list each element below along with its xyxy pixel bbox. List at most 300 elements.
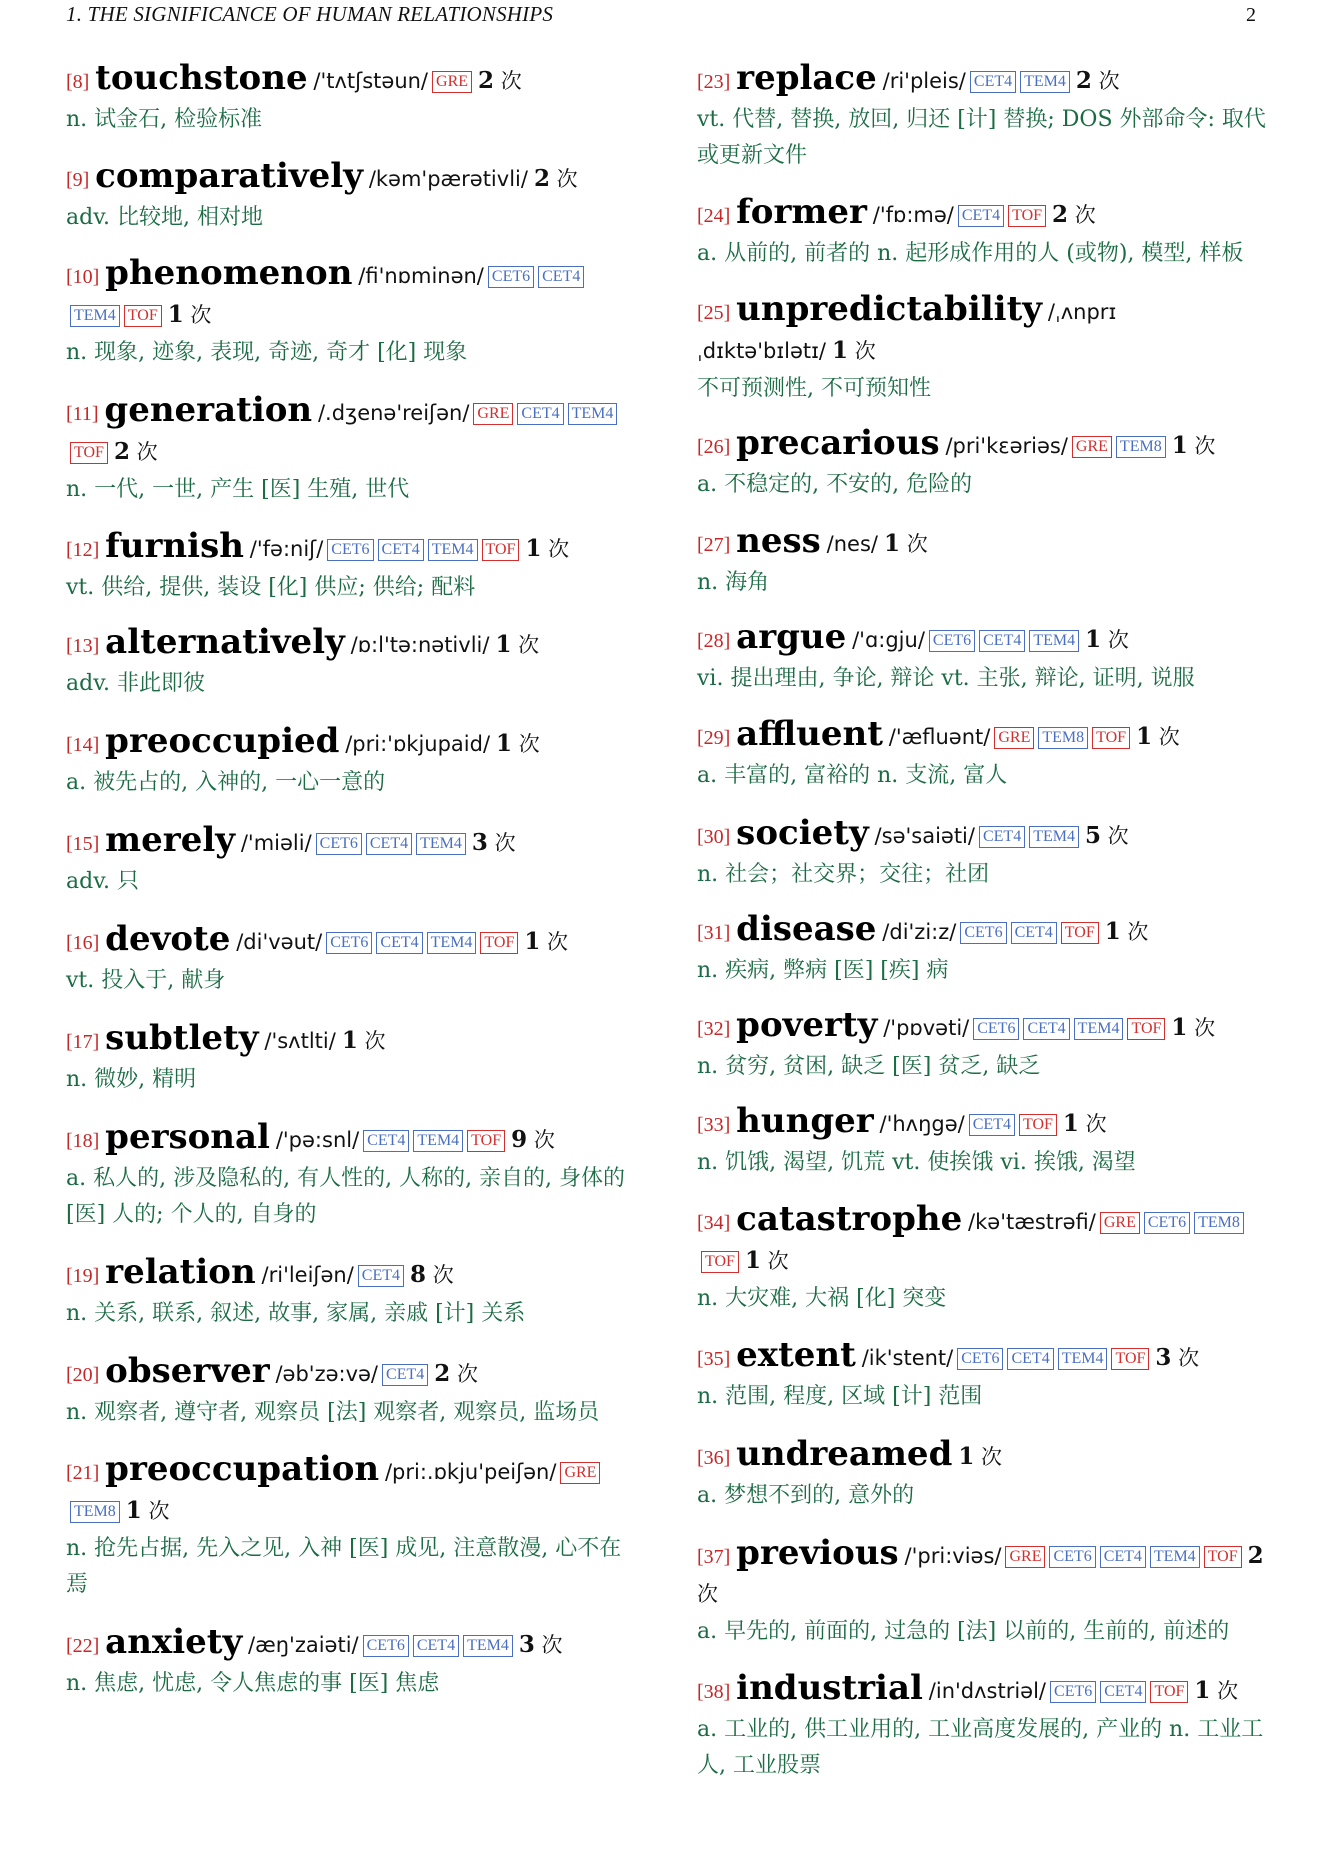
entry-number: [38] [697, 1681, 731, 1703]
entry-number: [17] [66, 1031, 100, 1053]
vocab-entry [66, 723, 636, 801]
phonetic: /'hʌŋgə/ [879, 1112, 965, 1136]
exam-tag-tof: TOF [1127, 1018, 1165, 1040]
entry-head [697, 815, 1267, 856]
entry-head [66, 1119, 636, 1160]
occurrence-count [884, 532, 928, 556]
entry-head [66, 822, 636, 863]
vocab-entry [697, 1103, 1267, 1181]
entry-head [66, 723, 636, 764]
phonetic: /fi'nɒminən/ [358, 264, 484, 288]
vocab-entry [697, 1436, 1267, 1514]
occurrence-count [958, 1445, 1002, 1469]
count-unit: 次 [533, 1128, 555, 1152]
count-value: 2 [434, 1360, 451, 1387]
headword: touchstone [95, 58, 308, 98]
headword: alternatively [105, 622, 345, 662]
count-unit: 次 [1107, 628, 1129, 652]
occurrence-count [1171, 1016, 1215, 1040]
entry-number: [32] [697, 1018, 731, 1040]
entry-number: [30] [697, 826, 731, 848]
phonetic: /'miəli/ [240, 831, 312, 855]
count-unit: 次 [1107, 824, 1129, 848]
occurrence-count [1063, 1112, 1107, 1136]
exam-tag-cet4: CET4 [378, 539, 424, 561]
entry-number: [29] [697, 727, 731, 749]
occurrence-count [511, 1128, 555, 1152]
entry-head [697, 291, 1267, 370]
count-unit: 次 [518, 732, 540, 756]
entry-head [697, 425, 1267, 466]
entry-head [697, 1670, 1267, 1711]
count-value: 1 [744, 1247, 761, 1274]
occurrence-count [745, 1249, 789, 1273]
entry-number: [22] [66, 1635, 100, 1657]
count-unit: 次 [432, 1263, 454, 1287]
count-unit: 次 [1194, 434, 1216, 458]
headword: unpredictability [736, 289, 1043, 329]
left-column [66, 60, 636, 1702]
count-unit: 次 [500, 69, 522, 93]
headword: generation [104, 390, 313, 430]
vocab-entry [66, 392, 636, 508]
entry-number: [9] [66, 169, 90, 191]
exam-tag-cet4: CET4 [517, 403, 563, 425]
headword: furnish [105, 526, 244, 566]
entry-number: [24] [697, 205, 731, 227]
count-unit: 次 [456, 1362, 478, 1386]
vocab-entry [697, 425, 1267, 503]
count-unit: 次 [136, 440, 158, 464]
exam-tag-tof: TOF [1008, 205, 1046, 227]
definition: a. 丰富的, 富裕的 n. 支流, 富人 [697, 763, 1008, 788]
phonetic: /'ɑ:gju/ [852, 628, 925, 652]
entry-number: [8] [66, 71, 90, 93]
count-value: 2 [533, 165, 550, 192]
headword: former [736, 192, 867, 232]
vocab-entry [66, 1353, 636, 1431]
entry-number: [12] [66, 539, 100, 561]
definition: vt. 代替, 替换, 放回, 归还 [计] 替换; DOS 外部命令: 取代或更新文件 [697, 107, 1266, 168]
definition: n. 一代, 一世, 产生 [医] 生殖, 世代 [66, 477, 410, 502]
exam-tag-cet4: CET4 [538, 266, 584, 288]
occurrence-count [1194, 1679, 1238, 1703]
exam-tag-cet4: CET4 [358, 1265, 404, 1287]
definition: vi. 提出理由, 争论, 辩论 vt. 主张, 辩论, 证明, 说服 [697, 666, 1195, 691]
count-unit: 次 [190, 303, 212, 327]
occurrence-count [1052, 203, 1096, 227]
count-value: 1 [524, 928, 541, 955]
vocab-entry [697, 1007, 1267, 1085]
occurrence-count [1172, 434, 1216, 458]
occurrence-count [410, 1263, 454, 1287]
entry-head [66, 392, 636, 471]
occurrence-count [1085, 628, 1129, 652]
occurrence-count [114, 440, 158, 464]
headword: anxiety [105, 1622, 243, 1662]
count-value: 1 [496, 730, 513, 757]
entry-number: [34] [697, 1212, 731, 1234]
occurrence-count [1155, 1346, 1199, 1370]
entry-head [66, 1254, 636, 1295]
occurrence-count [472, 831, 516, 855]
vocab-entry [697, 1201, 1267, 1317]
phonetic: /æŋ'zaiəti/ [248, 1633, 359, 1657]
exam-tag-cet6: CET6 [973, 1018, 1019, 1040]
count-value: 3 [471, 829, 488, 856]
count-value: 8 [410, 1261, 427, 1288]
definition: n. 饥饿, 渴望, 饥荒 vt. 使挨饿 vi. 挨饿, 渴望 [697, 1150, 1136, 1175]
vocab-entry [66, 1020, 636, 1098]
running-header [66, 2, 1256, 28]
occurrence-count [1105, 920, 1149, 944]
count-value: 1 [1062, 1110, 1079, 1137]
exam-tag-tem4: TEM4 [70, 305, 120, 327]
exam-tag-cet6: CET6 [327, 539, 373, 561]
occurrence-count [496, 732, 540, 756]
phonetic: /'pə:snl/ [275, 1128, 360, 1152]
count-unit: 次 [548, 537, 570, 561]
entry-head [66, 255, 636, 334]
exam-tag-cet4: CET4 [958, 205, 1004, 227]
entry-number: [10] [66, 266, 100, 288]
vocab-entry [697, 1337, 1267, 1415]
phonetic: /sə'saiəti/ [874, 824, 975, 848]
headword: argue [736, 617, 847, 657]
entry-head [697, 911, 1267, 952]
phonetic: /'æfluənt/ [888, 725, 991, 749]
count-value: 1 [1171, 432, 1188, 459]
headword: phenomenon [105, 253, 353, 293]
count-value: 1 [1085, 626, 1102, 653]
headword: affluent [736, 714, 883, 754]
vocab-entry [697, 291, 1267, 407]
phonetic: /'pri:viəs/ [904, 1544, 1002, 1568]
exam-tag-tof: TOF [467, 1130, 505, 1152]
headword: industrial [736, 1668, 923, 1708]
definition: n. 疾病, 弊病 [医] [疾] 病 [697, 958, 949, 983]
occurrence-count [1136, 725, 1180, 749]
definition: n. 贫穷, 贫困, 缺乏 [医] 贫乏, 缺乏 [697, 1054, 1041, 1079]
headword: extent [736, 1335, 856, 1375]
entry-number: [13] [66, 635, 100, 657]
count-value: 1 [167, 301, 184, 328]
definition: a. 工业的, 供工业用的, 工业高度发展的, 产业的 n. 工业工人, 工业股票 [697, 1717, 1264, 1778]
page-number: 2 [1246, 4, 1256, 26]
vocab-entry [66, 528, 636, 606]
phonetic: /'pɒvəti/ [883, 1016, 970, 1040]
vocab-entry [66, 158, 636, 236]
entry-number: [33] [697, 1114, 731, 1136]
exam-tag-cet6: CET6 [960, 922, 1006, 944]
definition: vt. 供给, 提供, 装设 [化] 供应; 供给; 配料 [66, 575, 476, 600]
entry-number: [20] [66, 1364, 100, 1386]
entry-head [66, 921, 636, 962]
exam-tag-tof: TOF [1111, 1348, 1149, 1370]
count-value: 1 [495, 631, 512, 658]
headword: subtlety [105, 1018, 259, 1058]
headword: society [736, 813, 869, 853]
vocab-entry [66, 1624, 636, 1702]
exam-tag-tem4: TEM4 [1074, 1018, 1124, 1040]
count-value: 5 [1084, 822, 1101, 849]
vocab-entry [66, 1254, 636, 1332]
entry-head [66, 1353, 636, 1394]
exam-tag-gre: GRE [994, 727, 1034, 749]
exam-tag-tem8: TEM8 [1116, 436, 1166, 458]
entry-head [697, 194, 1267, 235]
chapter-title: 1. THE SIGNIFICANCE OF HUMAN RELATIONSHIPS [66, 2, 554, 26]
headword: personal [105, 1117, 270, 1157]
count-value: 2 [1247, 1542, 1264, 1569]
vocab-entry [697, 716, 1267, 794]
definition: n. 微妙, 精明 [66, 1067, 197, 1092]
count-unit: 次 [981, 1445, 1003, 1469]
phonetic: /pri'kεəriəs/ [945, 434, 1068, 458]
exam-tag-gre: GRE [560, 1462, 600, 1484]
definition: n. 观察者, 遵守者, 观察员 [法] 观察者, 观察员, 监场员 [66, 1400, 600, 1425]
exam-tag-cet6: CET6 [316, 833, 362, 855]
count-value: 1 [1194, 1677, 1211, 1704]
count-value: 1 [958, 1443, 975, 1470]
occurrence-count [534, 167, 578, 191]
count-unit: 次 [1074, 203, 1096, 227]
occurrence-count [1085, 824, 1129, 848]
entry-head [697, 716, 1267, 757]
count-unit: 次 [364, 1029, 386, 1053]
exam-tag-tem4: TEM4 [1029, 826, 1079, 848]
exam-tag-cet4: CET4 [1023, 1018, 1069, 1040]
phonetic: /'tʌtʃstəun/ [313, 69, 429, 93]
phonetic: /ik'stent/ [861, 1346, 954, 1370]
exam-tag-tof: TOF [480, 932, 518, 954]
occurrence-count [168, 303, 212, 327]
entry-head [66, 528, 636, 569]
exam-tag-tof: TOF [1150, 1681, 1188, 1703]
exam-tag-cet6: CET6 [488, 266, 534, 288]
exam-tag-gre: GRE [1072, 436, 1112, 458]
entry-head [697, 1535, 1267, 1613]
exam-tag-tem4: TEM4 [428, 539, 478, 561]
count-value: 1 [341, 1027, 358, 1054]
headword: catastrophe [736, 1199, 963, 1239]
count-value: 1 [832, 337, 849, 364]
entry-number: [16] [66, 932, 100, 954]
phonetic: /'sʌtlti/ [264, 1029, 336, 1053]
count-unit: 次 [541, 1633, 563, 1657]
exam-tag-tem4: TEM4 [416, 833, 466, 855]
entry-number: [36] [697, 1447, 731, 1469]
exam-tag-tem4: TEM4 [1058, 1348, 1108, 1370]
occurrence-count [478, 69, 522, 93]
entry-head [697, 1436, 1267, 1477]
exam-tag-tem8: TEM8 [1194, 1212, 1244, 1234]
headword: poverty [736, 1005, 878, 1045]
exam-tag-cet4: CET4 [969, 1114, 1015, 1136]
occurrence-count [434, 1362, 478, 1386]
entry-number: [28] [697, 630, 731, 652]
count-value: 2 [1052, 201, 1069, 228]
headword: preoccupied [105, 721, 340, 761]
vocab-entry [697, 619, 1267, 697]
headword: devote [105, 919, 231, 959]
definition: n. 海角 [697, 570, 770, 595]
entry-number: [31] [697, 922, 731, 944]
count-value: 2 [478, 67, 495, 94]
headword: precarious [736, 423, 940, 463]
occurrence-count [832, 339, 876, 363]
entry-number: [23] [697, 71, 731, 93]
count-value: 1 [1136, 723, 1153, 750]
vocab-entry [697, 911, 1267, 989]
definition: n. 焦虑, 忧虑, 令人焦虑的事 [医] 焦虑 [66, 1671, 440, 1696]
headword: preoccupation [105, 1449, 380, 1489]
phonetic: /di'vəut/ [236, 930, 323, 954]
definition: n. 社会；社交界；交往；社团 [697, 862, 990, 887]
count-value: 3 [1155, 1344, 1172, 1371]
phonetic: /ɒ:l'tə:nətivli/ [350, 633, 490, 657]
definition: n. 试金石, 检验标准 [66, 107, 263, 132]
exam-tag-cet4: CET4 [1100, 1546, 1146, 1568]
definition: a. 被先占的, 入神的, 一心一意的 [66, 770, 386, 795]
vocab-entry [697, 1535, 1267, 1650]
entry-number: [11] [66, 403, 99, 425]
vocab-entry [66, 1451, 636, 1603]
occurrence-count [1076, 69, 1120, 93]
vocab-entry [66, 60, 636, 138]
vocab-entry [66, 1119, 636, 1233]
count-value: 1 [883, 530, 900, 557]
exam-tag-cet6: CET6 [1050, 1681, 1096, 1703]
vocab-entry [66, 921, 636, 999]
exam-tag-gre: GRE [1100, 1212, 1140, 1234]
count-value: 1 [1171, 1014, 1188, 1041]
exam-tag-cet6: CET6 [1049, 1546, 1095, 1568]
count-unit: 次 [518, 633, 540, 657]
count-unit: 次 [1085, 1112, 1107, 1136]
count-value: 3 [518, 1631, 535, 1658]
exam-tag-tem4: TEM4 [427, 932, 477, 954]
headword: ness [736, 521, 821, 561]
entry-head [66, 1020, 636, 1061]
definition: 不可预测性, 不可预知性 [697, 376, 931, 401]
count-unit: 次 [767, 1249, 789, 1273]
exam-tag-cet4: CET4 [366, 833, 412, 855]
vocab-entry [66, 624, 636, 702]
count-unit: 次 [1178, 1346, 1200, 1370]
count-value: 9 [511, 1126, 528, 1153]
entry-number: [21] [66, 1462, 100, 1484]
phonetic: /kə'tæstrəfi/ [968, 1210, 1096, 1234]
definition: a. 不稳定的, 不安的, 危险的 [697, 472, 973, 497]
definition: adv. 非此即彼 [66, 671, 206, 696]
count-value: 1 [525, 535, 542, 562]
entry-number: [15] [66, 833, 100, 855]
entry-head [66, 624, 636, 665]
count-value: 1 [1104, 918, 1121, 945]
exam-tag-tof: TOF [1019, 1114, 1057, 1136]
count-unit: 次 [494, 831, 516, 855]
entry-head [66, 1624, 636, 1665]
exam-tag-cet6: CET6 [929, 630, 975, 652]
exam-tag-tem4: TEM4 [413, 1130, 463, 1152]
headword: relation [105, 1252, 256, 1292]
definition: n. 现象, 迹象, 表现, 奇迹, 奇才 [化] 现象 [66, 340, 468, 365]
count-value: 2 [1075, 67, 1092, 94]
occurrence-count [342, 1029, 386, 1053]
phonetic: /nes/ [826, 532, 878, 556]
exam-tag-cet4: CET4 [979, 630, 1025, 652]
phonetic: /ri'pleis/ [882, 69, 966, 93]
exam-tag-cet6: CET6 [363, 1635, 409, 1657]
definition: n. 抢先占据, 先入之见, 入神 [医] 成见, 注意散漫, 心不在焉 [66, 1536, 622, 1597]
headword: undreamed [736, 1434, 953, 1474]
headword: hunger [736, 1101, 874, 1141]
entry-number: [27] [697, 534, 731, 556]
entry-head [66, 60, 636, 101]
entry-head [697, 1337, 1267, 1378]
exam-tag-cet4: CET4 [363, 1130, 409, 1152]
exam-tag-cet4: CET4 [413, 1635, 459, 1657]
headword: replace [736, 58, 877, 98]
count-unit: 次 [1127, 920, 1149, 944]
entry-head [66, 1451, 636, 1530]
count-unit: 次 [556, 167, 578, 191]
definition: n. 大灾难, 大祸 [化] 突变 [697, 1286, 947, 1311]
entry-head [66, 158, 636, 199]
count-unit: 次 [148, 1499, 170, 1523]
exam-tag-cet4: CET4 [1011, 922, 1057, 944]
exam-tag-cet6: CET6 [957, 1348, 1003, 1370]
headword: disease [736, 909, 877, 949]
occurrence-count [519, 1633, 563, 1657]
count-unit: 次 [1158, 725, 1180, 749]
vocab-entry [697, 1670, 1267, 1784]
phonetic: /in'dʌstriəl/ [928, 1679, 1047, 1703]
count-unit: 次 [697, 1582, 718, 1606]
exam-tag-gre: GRE [1005, 1546, 1045, 1568]
phonetic: /.dʒenə'reiʃən/ [317, 401, 470, 425]
phonetic: /'fə:niʃ/ [249, 537, 324, 561]
exam-tag-tof: TOF [1092, 727, 1130, 749]
headword: merely [105, 820, 235, 860]
entry-head [697, 1201, 1267, 1280]
vocab-entry [697, 523, 1267, 601]
exam-tag-cet4: CET4 [376, 932, 422, 954]
exam-tag-tof: TOF [701, 1251, 739, 1273]
exam-tag-cet4: CET4 [382, 1364, 428, 1386]
entry-number: [19] [66, 1265, 100, 1287]
phonetic: /əb'zə:və/ [275, 1362, 379, 1386]
exam-tag-gre: GRE [473, 403, 513, 425]
count-value: 1 [125, 1497, 142, 1524]
definition: vt. 投入于, 献身 [66, 968, 226, 993]
entry-number: [35] [697, 1348, 731, 1370]
occurrence-count [126, 1499, 170, 1523]
occurrence-count [524, 930, 568, 954]
entry-number: [14] [66, 734, 100, 756]
phonetic: /pri:'ɒkjupaid/ [345, 732, 491, 756]
exam-tag-tof: TOF [70, 442, 108, 464]
vocab-entry [66, 255, 636, 371]
phonetic: /ˌʌnprɪˌdɪktə'bɪlətɪ/ [697, 300, 1117, 363]
count-value: 2 [113, 438, 130, 465]
entry-head [697, 1007, 1267, 1048]
definition: adv. 比较地, 相对地 [66, 205, 263, 230]
exam-tag-tof: TOF [124, 305, 162, 327]
exam-tag-cet4: CET4 [970, 71, 1016, 93]
occurrence-count [495, 633, 539, 657]
